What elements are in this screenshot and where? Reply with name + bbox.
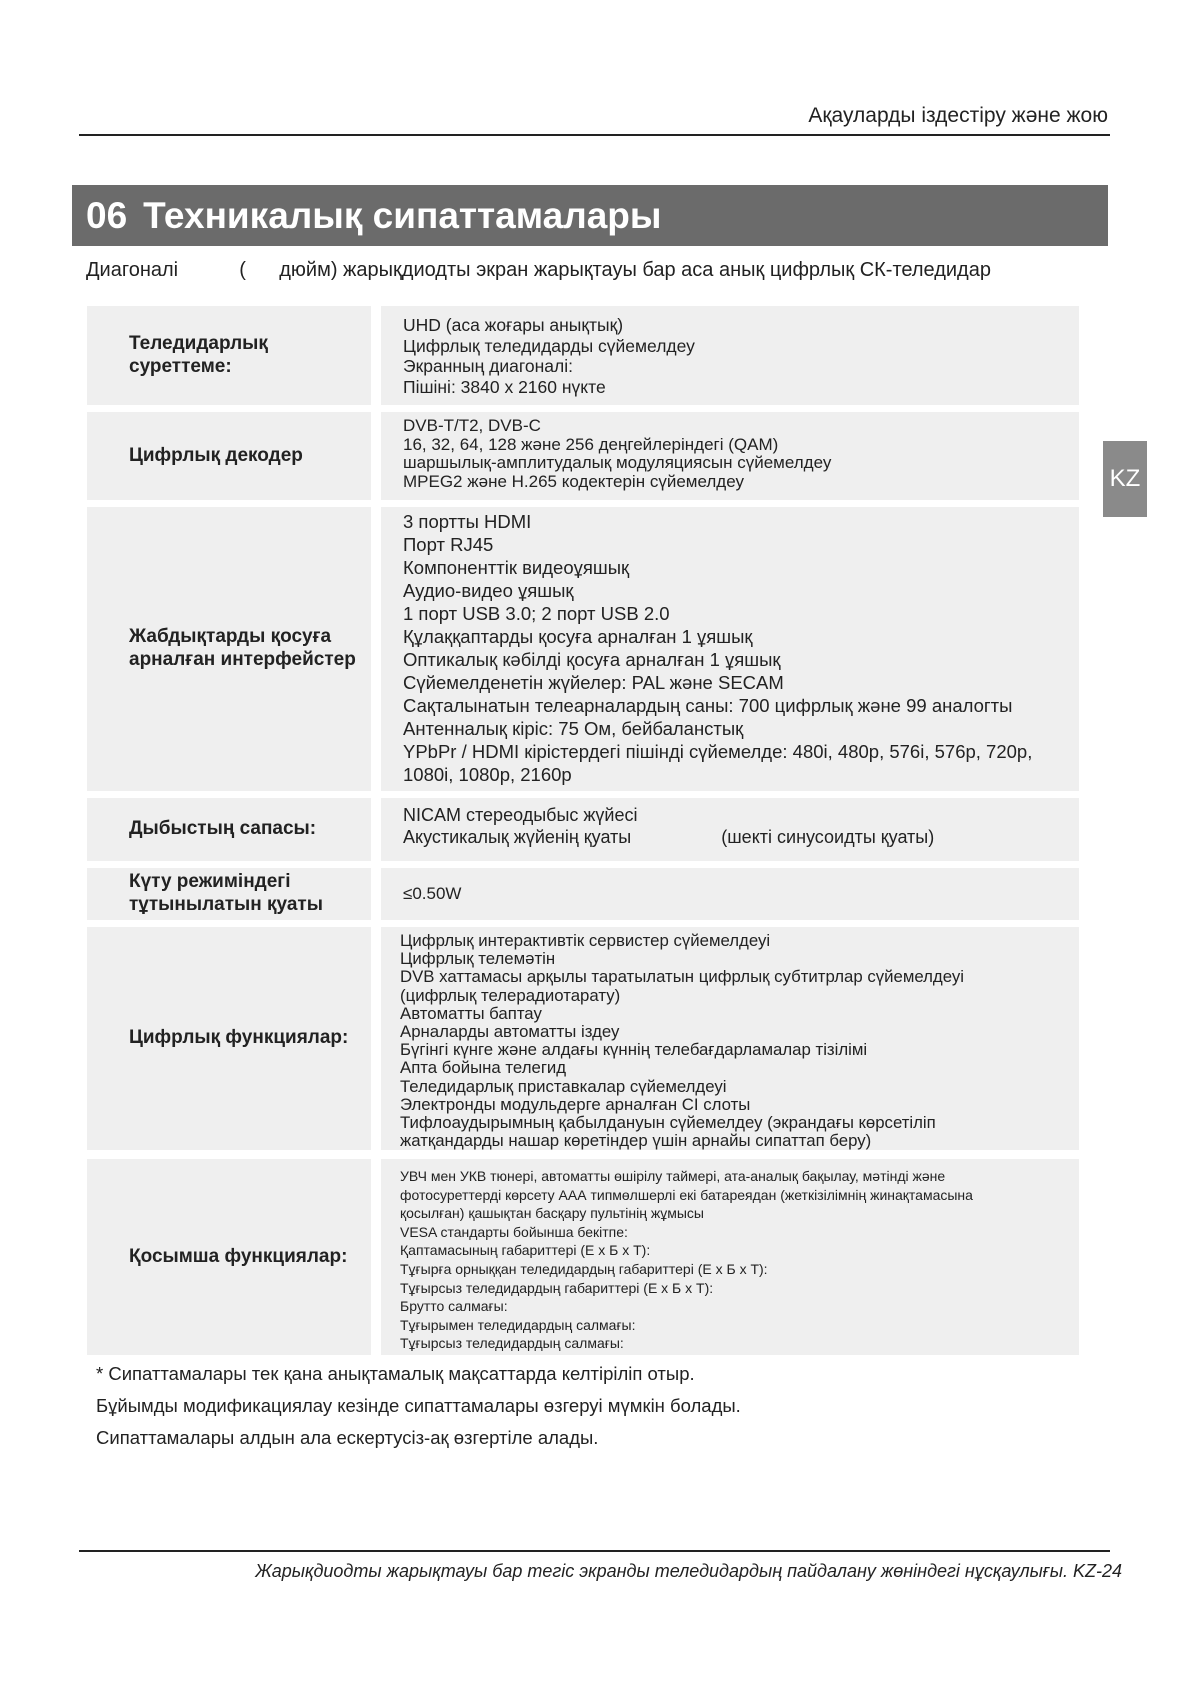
spec-line: UHD (аса жоғары анықтық) (403, 315, 624, 335)
spec-line: Электронды модульдерге арналған CI слоты (400, 1094, 751, 1114)
spec-label: Теледидарлық суреттеме: (87, 306, 371, 405)
spec-line: Цифрлық теледидарды сүйемелдеу (403, 335, 695, 356)
spec-line: фотосуреттерді көрсету ААА типмөлшерлі екі батареядан (жеткізілімнің жинақтамасына (400, 1186, 973, 1203)
spec-line: 1080i, 1080p, 2160p (403, 764, 572, 785)
spec-line: Цифрлық интерактивтік сервистер сүйемелдеуі (400, 931, 771, 950)
spec-line: Тұғырымен теледидардың салмағы: (400, 1316, 636, 1333)
note-line: * Сипаттамалары тек қана анықтамалық мақсаттарда келтіріліп отыр. (96, 1363, 695, 1384)
spec-value (381, 507, 1079, 791)
spec-line: NICAM стереодыбыс жүйесі (403, 805, 638, 825)
spec-line: Акустикалық жүйенің қуаты (шекті синусоидты қуаты) (403, 827, 935, 847)
spec-line: УВЧ мен УКВ тюнері, автоматты өшірілу таймері, ата-аналық бақылау, мәтінді және (400, 1168, 946, 1184)
spec-value (381, 412, 1079, 500)
spec-label: Жабдықтарды қосуға арналған интерфейстер (87, 507, 371, 791)
spec-line: Тұғырсыз теледидардың салмағы: (400, 1335, 624, 1352)
spec-value (381, 927, 1079, 1150)
spec-line: 1 порт USB 3.0; 2 порт USB 2.0 (403, 603, 670, 624)
spec-line: Порт RJ45 (403, 534, 494, 555)
spec-line: MPEG2 және H.265 кодектерін сүйемелдеу (403, 471, 744, 491)
spec-line: Тұғырға орныққан теледидардың габариттері (Е х Б х Т): (400, 1260, 768, 1277)
spec-line: Экранның диагоналі: (403, 356, 573, 376)
spec-line: Арналарды автоматты іздеу (400, 1022, 620, 1042)
spec-line: ≤0.50W (403, 884, 462, 903)
spec-line: Сүйемелденетін жүйелер: PAL және SECAM (403, 672, 784, 693)
spec-line: Брутто салмағы: (400, 1298, 508, 1315)
spec-line: 16, 32, 64, 128 және 256 деңгейлеріндегі (QAM) (403, 434, 779, 454)
note-line: Бұйымды модификациялау кезінде сипаттамалары өзгеруі мүмкін болады. (96, 1395, 741, 1416)
spec-label: Күту режиміндегі тұтынылатын қуаты (87, 868, 371, 920)
spec-line: қосылған) қашықтан басқару пультінің жұмысы (400, 1205, 704, 1222)
footer-divider (79, 1550, 1110, 1552)
spec-label: Цифрлық декодер (87, 412, 371, 500)
header-divider (79, 134, 1110, 136)
spec-line: DVB хаттамасы арқылы таратылатын цифрлық субтитрлар сүйемелдеуі (400, 967, 964, 987)
spec-line: Аудио-видео ұяшық (403, 580, 574, 601)
spec-line: Бүгінгі күнге және алдағы күннің телебағдарламалар тізілімі (400, 1040, 868, 1060)
section-title: Техникалық сипаттамалары (143, 195, 662, 236)
spec-label: Дыбыстың сапасы: (87, 798, 371, 861)
spec-line: Сақталынатын телеарналардың саны: 700 цифрлық және 99 аналогты (403, 695, 1013, 716)
spec-notes (96, 1363, 741, 1459)
spec-value (381, 1159, 1079, 1355)
spec-line: Құлаққаптарды қосуға арналған 1 ұяшық (403, 626, 753, 647)
note-line: Сипаттамалары алдын ала ескертусіз-ақ өзгертіле алады. (96, 1427, 599, 1448)
spec-line: шаршылық-амплитудалық модуляциясын сүйемелдеу (403, 453, 832, 472)
spec-line: Оптикалық кәбілді қосуға арналған 1 ұяшық (403, 649, 781, 670)
spec-line: Автоматты баптау (400, 1003, 542, 1023)
spec-line: Апта бойына телегид (400, 1058, 567, 1078)
section-number: 06 (86, 195, 128, 236)
intro-text: Диагоналі ( дюйм) жарықдиодты экран жарықтауы бар аса анық цифрлық СК-теледидар (86, 259, 991, 281)
spec-value (381, 306, 1079, 405)
spec-line: YPbPr / HDMI кірістердегі пішінді сүйемелде: 480i, 480p, 576i, 576p, 720p, (403, 741, 1033, 762)
spec-line: Тұғырсыз теледидардың габариттері (Е х Б х Т): (400, 1279, 714, 1296)
spec-line: (цифрлық телерадиотарату) (400, 985, 621, 1005)
spec-value (381, 868, 1079, 920)
spec-line: Теледидарлық приставкалар сүйемелдеуі (400, 1076, 727, 1096)
spec-line: жатқандарды нашар көретіндер үшін арнайы сипаттап беру) (400, 1131, 872, 1151)
header-title: Ақауларды іздестіру және жою (808, 104, 1108, 127)
spec-line: Қаптамасының габариттері (Е х Б х Т): (400, 1242, 651, 1259)
spec-line: Пішіні: 3840 x 2160 нүкте (403, 376, 606, 397)
spec-label: Қосымша функциялар: (87, 1159, 371, 1355)
spec-line: Компоненттік видеоұяшық (403, 557, 630, 578)
section-banner (72, 185, 1108, 246)
language-tab: KZ (1103, 441, 1147, 517)
spec-line: Тифлоаудырымның қабылдануын сүйемелдеу (экрандағы көрсетіліп (400, 1113, 936, 1133)
spec-line: DVB-T/T2, DVB-C (403, 416, 541, 435)
spec-line: 3 портты HDMI (403, 511, 532, 532)
spec-line: VESA стандарты бойынша бекітпе: (400, 1223, 628, 1240)
footer-text: Жарықдиодты жарықтауы бар тегіс экранды теледидардың пайдалану жөніндегі нұсқаулығы. KZ-24 (255, 1561, 1122, 1581)
spec-line: Антенналық кіріс: 75 Ом, бейбаланстық (403, 718, 744, 739)
spec-value (381, 798, 1079, 861)
spec-label: Цифрлық функциялар: (87, 927, 371, 1150)
spec-line: Цифрлық телемәтін (400, 949, 556, 969)
